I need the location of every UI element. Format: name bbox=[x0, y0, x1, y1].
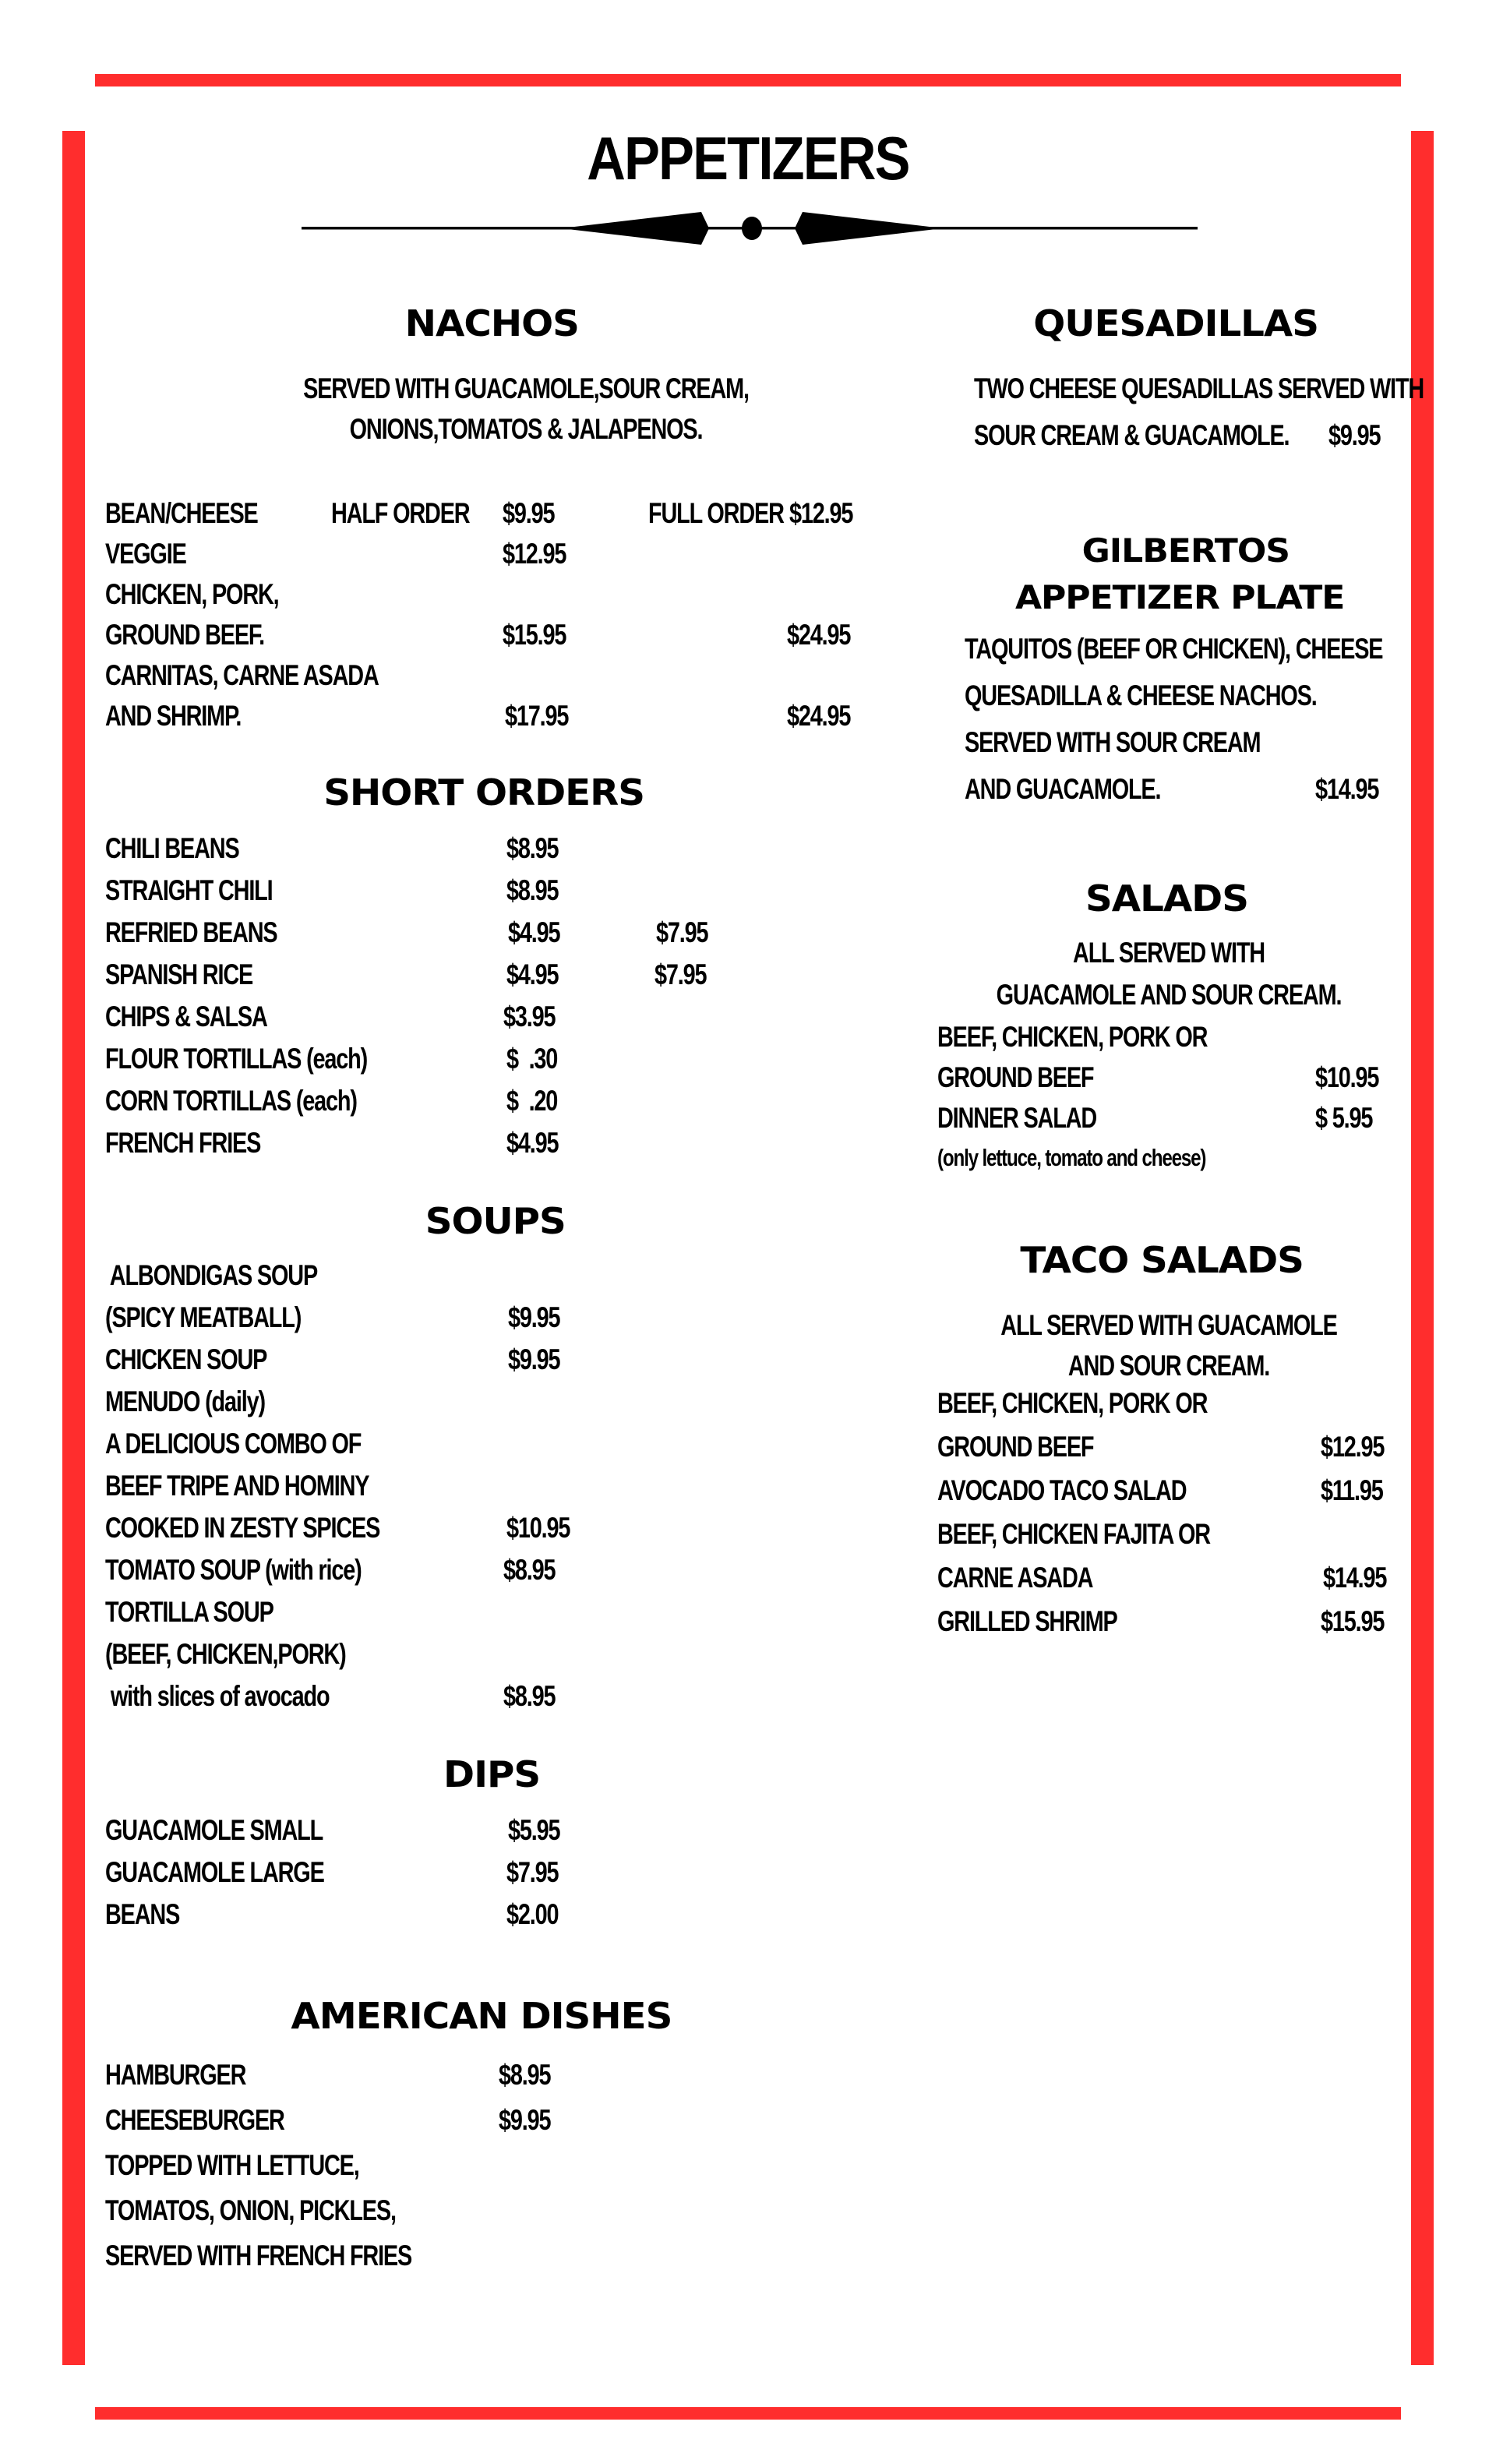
menu-item-description: TOPPED WITH LETTUCE, bbox=[105, 2149, 359, 2181]
menu-item-name: ALBONDIGAS SOUP bbox=[105, 1259, 318, 1291]
menu-item-price: $9.95 bbox=[1328, 419, 1381, 451]
menu-item-price: $ .20 bbox=[506, 1085, 558, 1117]
menu-item-note: (only lettuce, tomato and cheese) bbox=[937, 1144, 1206, 1171]
ornament-divider-icon bbox=[296, 204, 1208, 251]
section-heading-taco-salads: TACO SALADS bbox=[1020, 1239, 1304, 1281]
menu-item-name: BEANS bbox=[105, 1898, 180, 1930]
menu-item-description: A DELICIOUS COMBO OF bbox=[105, 1428, 362, 1460]
menu-item-price: $8.95 bbox=[499, 2059, 551, 2091]
menu-item-name: CHICKEN SOUP bbox=[105, 1343, 267, 1375]
menu-item-name: STRAIGHT CHILI bbox=[105, 874, 273, 906]
menu-item-name: AVOCADO TACO SALAD bbox=[937, 1474, 1187, 1506]
menu-item-price-large: $7.95 bbox=[654, 958, 707, 990]
menu-item-price: $4.95 bbox=[508, 916, 560, 948]
menu-item-name: FLOUR TORTILLAS (each) bbox=[105, 1043, 368, 1075]
section-heading-short-orders: SHORT ORDERS bbox=[323, 771, 644, 814]
menu-item-name: SPANISH RICE bbox=[105, 958, 253, 990]
full-order-label: FULL ORDER bbox=[648, 497, 784, 529]
quesadillas-description-line: SOUR CREAM & GUACAMOLE. bbox=[974, 419, 1290, 451]
half-order-label: HALF ORDER bbox=[331, 497, 470, 529]
menu-item-name: BEAN/CHEESE bbox=[105, 497, 258, 529]
menu-item-name: CHILI BEANS bbox=[105, 832, 239, 864]
menu-item-price: $24.95 bbox=[787, 700, 851, 732]
menu-item-description: with slices of avocado bbox=[105, 1680, 330, 1712]
menu-item-name: FRENCH FRIES bbox=[105, 1127, 261, 1159]
menu-item-name: CHEESEBURGER bbox=[105, 2104, 284, 2136]
menu-item-price: $12.95 bbox=[503, 538, 566, 570]
top-border bbox=[95, 74, 1401, 86]
section-heading-dips: DIPS bbox=[443, 1753, 541, 1795]
menu-item-price: $17.95 bbox=[505, 700, 569, 732]
menu-item-name: AND SHRIMP. bbox=[105, 700, 242, 732]
menu-item-name: GROUND BEEF bbox=[937, 1431, 1094, 1463]
menu-item-name: CHIPS & SALSA bbox=[105, 1001, 267, 1033]
menu-item-name: HAMBURGER bbox=[105, 2059, 246, 2091]
menu-item-price: $14.95 bbox=[1315, 773, 1379, 805]
section-heading-american-dishes: AMERICAN DISHES bbox=[291, 1995, 672, 2037]
menu-item-description: BEEF TRIPE AND HOMINY bbox=[105, 1470, 369, 1502]
salads-description-line: ALL SERVED WITH bbox=[1073, 937, 1265, 969]
menu-item-name: GRILLED SHRIMP bbox=[937, 1605, 1117, 1637]
section-heading-nachos: NACHOS bbox=[404, 302, 579, 344]
nachos-description-line: SERVED WITH GUACAMOLE,SOUR CREAM, bbox=[303, 372, 749, 404]
menu-item-name: CORN TORTILLAS (each) bbox=[105, 1085, 357, 1117]
menu-item-name: CARNITAS, CARNE ASADA bbox=[105, 659, 379, 691]
menu-item-price: $ .30 bbox=[506, 1043, 558, 1075]
menu-item-price: $8.95 bbox=[506, 874, 559, 906]
menu-item-name: BEEF, CHICKEN, PORK OR bbox=[937, 1387, 1208, 1419]
menu-item-price: $9.95 bbox=[508, 1343, 560, 1375]
menu-item-price: $5.95 bbox=[508, 1814, 560, 1846]
menu-item-name: GUACAMOLE LARGE bbox=[105, 1856, 324, 1888]
menu-item-price: $2.00 bbox=[506, 1898, 559, 1930]
menu-item-description: (BEEF, CHICKEN,PORK) bbox=[105, 1638, 346, 1670]
menu-item-name: BEEF, CHICKEN FAJITA OR bbox=[937, 1518, 1210, 1550]
menu-item-name: MENUDO (daily) bbox=[105, 1386, 265, 1417]
section-heading-appetizer-plate: GILBERTOS bbox=[1081, 531, 1290, 570]
taco-salads-description-line: ALL SERVED WITH GUACAMOLE bbox=[1000, 1309, 1337, 1341]
menu-item-name: GROUND BEEF bbox=[937, 1061, 1094, 1093]
menu-item-price: $11.95 bbox=[1321, 1474, 1383, 1506]
menu-item-price: $8.95 bbox=[506, 832, 559, 864]
appetizer-plate-description-line: SERVED WITH SOUR CREAM bbox=[965, 726, 1261, 758]
menu-item-price: $9.95 bbox=[503, 497, 555, 529]
menu-item-name: REFRIED BEANS bbox=[105, 916, 277, 948]
section-heading-quesadillas: QUESADILLAS bbox=[1033, 302, 1318, 344]
menu-item-description: SERVED WITH FRENCH FRIES bbox=[105, 2240, 412, 2272]
menu-item-price: $9.95 bbox=[499, 2104, 551, 2136]
menu-item-name: TORTILLA SOUP bbox=[105, 1596, 273, 1628]
menu-item-name: (SPICY MEATBALL) bbox=[105, 1301, 302, 1333]
menu-item-name: DINNER SALAD bbox=[937, 1102, 1097, 1134]
menu-item-price: $4.95 bbox=[506, 958, 559, 990]
menu-item-name: CARNE ASADA bbox=[937, 1562, 1093, 1594]
appetizer-plate-description-line: QUESADILLA & CHEESE NACHOS. bbox=[965, 680, 1317, 711]
menu-item-name: TOMATO SOUP (with rice) bbox=[105, 1554, 362, 1586]
menu-item-name: CHICKEN, PORK, bbox=[105, 578, 279, 610]
bottom-border bbox=[95, 2407, 1401, 2420]
taco-salads-description-line: AND SOUR CREAM. bbox=[1067, 1350, 1270, 1382]
menu-item-price: $8.95 bbox=[503, 1554, 556, 1586]
menu-item-price: $10.95 bbox=[1315, 1061, 1379, 1093]
menu-item-price: $ 5.95 bbox=[1315, 1102, 1373, 1134]
menu-item-description: COOKED IN ZESTY SPICES bbox=[105, 1512, 380, 1544]
menu-item-name: GROUND BEEF. bbox=[105, 619, 265, 651]
menu-item-price-large: $7.95 bbox=[656, 916, 708, 948]
menu-item-description: TOMATOS, ONION, PICKLES, bbox=[105, 2194, 396, 2226]
menu-item-price: $14.95 bbox=[1323, 1562, 1387, 1594]
appetizer-plate-description-line: AND GUACAMOLE. bbox=[965, 773, 1161, 805]
menu-item-name: VEGGIE bbox=[105, 538, 186, 570]
menu-item-price: $4.95 bbox=[506, 1127, 559, 1159]
menu-item-price: $10.95 bbox=[506, 1512, 570, 1544]
menu-item-price: $3.95 bbox=[503, 1001, 556, 1033]
menu-item-price: $12.95 bbox=[1321, 1431, 1385, 1463]
menu-item-price: $15.95 bbox=[1321, 1605, 1385, 1637]
menu-item-price: $12.95 bbox=[789, 497, 853, 529]
menu-item-price: $15.95 bbox=[503, 619, 566, 651]
nachos-description-line: ONIONS,TOMATOS & JALAPENOS. bbox=[349, 413, 703, 445]
menu-item-price: $24.95 bbox=[787, 619, 851, 651]
section-heading-soups: SOUPS bbox=[425, 1200, 566, 1242]
appetizer-plate-description-line: TAQUITOS (BEEF OR CHICKEN), CHEESE bbox=[965, 633, 1383, 665]
menu-item-name: GUACAMOLE SMALL bbox=[105, 1814, 323, 1846]
menu-item-price: $8.95 bbox=[503, 1680, 556, 1712]
menu-item-price: $9.95 bbox=[508, 1301, 560, 1333]
quesadillas-description-line: TWO CHEESE QUESADILLAS SERVED WITH bbox=[974, 372, 1424, 404]
section-heading-salads: SALADS bbox=[1085, 877, 1248, 920]
left-border bbox=[62, 131, 85, 2365]
right-border bbox=[1411, 131, 1434, 2365]
salads-description-line: GUACAMOLE AND SOUR CREAM. bbox=[996, 979, 1342, 1011]
menu-item-price: $7.95 bbox=[506, 1856, 559, 1888]
section-heading-appetizer-plate: APPETIZER PLATE bbox=[1014, 578, 1345, 616]
page-title: APPETIZERS bbox=[587, 124, 909, 192]
menu-item-name: BEEF, CHICKEN, PORK OR bbox=[937, 1021, 1208, 1053]
